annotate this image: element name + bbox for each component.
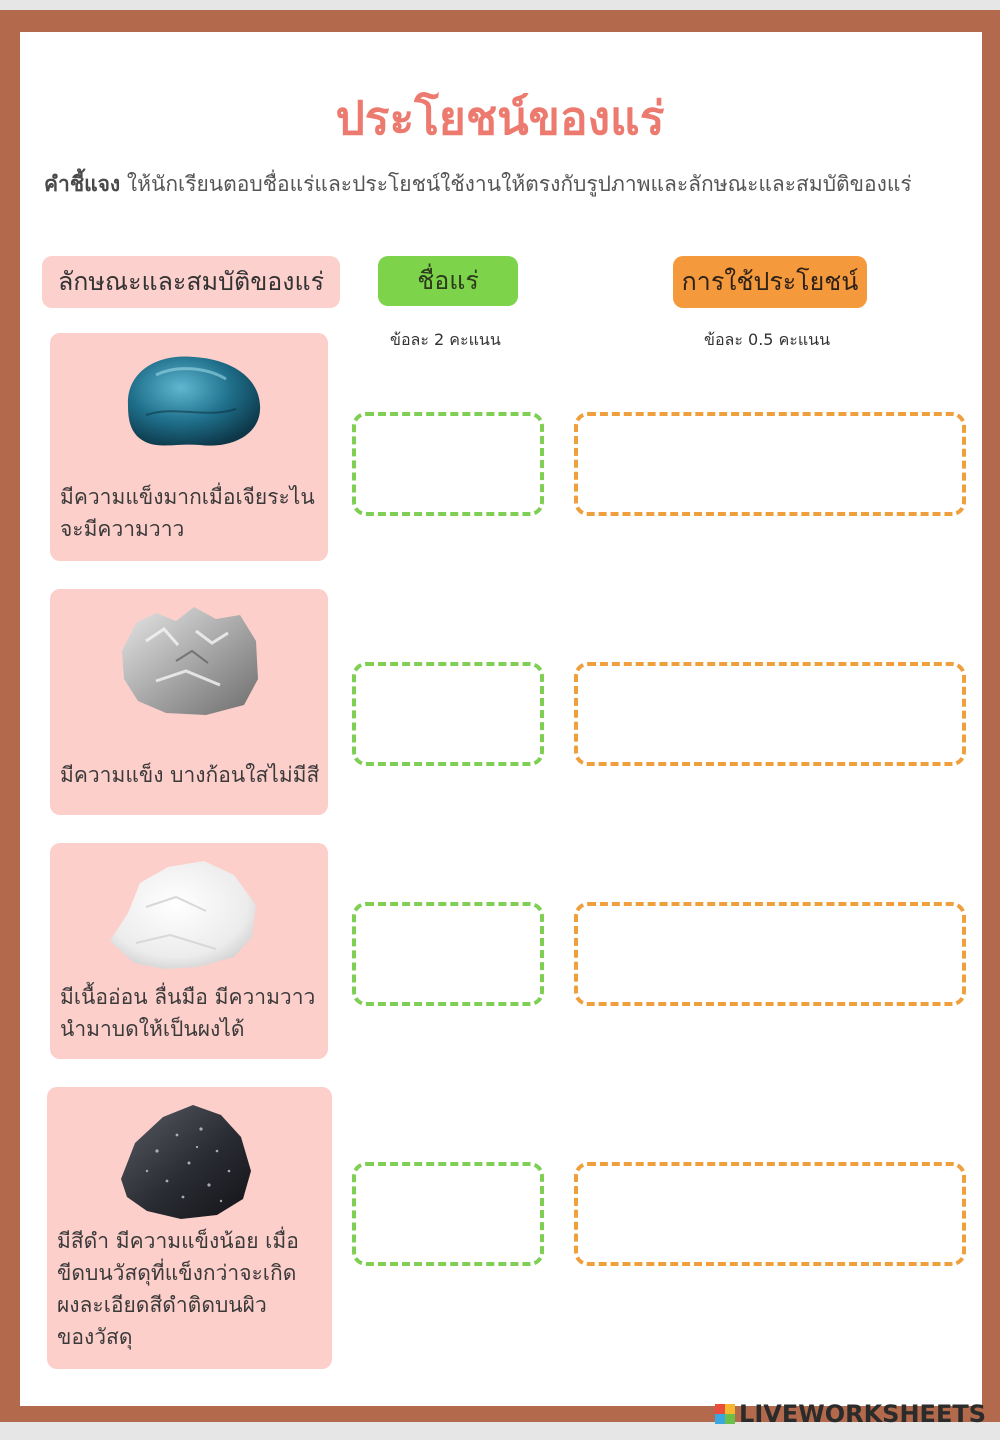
mineral-card-2	[50, 589, 328, 815]
answer-use-3[interactable]	[574, 902, 966, 1006]
header-usage: การใช้ประโยชน์	[673, 256, 867, 308]
mineral-desc-2	[60, 759, 319, 791]
liveworksheets-logo-icon	[715, 1404, 735, 1424]
desc-line: นำมาบดให้เป็นผงได้	[60, 1017, 245, 1041]
talc-rock-image	[106, 857, 262, 975]
desc-line: มีความแข็ง บางก้อนใสไม่มีสี	[60, 763, 320, 787]
mineral-desc-3	[60, 981, 315, 1045]
mineral-card-1	[50, 333, 328, 561]
mineral-card-3	[50, 843, 328, 1059]
instructions-text: ให้นักเรียนตอบชื่อแร่และประโยชน์ใช้งานให้ตรงกับรูปภาพและลักษณะและสมบัติของแร่	[120, 172, 912, 196]
desc-line: มีความแข็งมากเมื่อเจียระไน	[60, 485, 315, 509]
page-title: ประโยชน์ของแร่	[335, 91, 665, 145]
graphite-rock-image	[117, 1101, 255, 1221]
instructions	[44, 168, 912, 201]
apatite-rock-image	[116, 345, 264, 455]
answer-name-3[interactable]	[352, 902, 544, 1006]
brand-text: LIVEWORKSHEETS	[739, 1400, 986, 1428]
desc-line: ขีดบนวัสดุที่แข็งกว่าจะเกิด	[57, 1261, 297, 1285]
answer-use-2[interactable]	[574, 662, 966, 766]
answer-use-1[interactable]	[574, 412, 966, 516]
quartz-rock-image	[116, 601, 264, 721]
mineral-card-4	[47, 1087, 332, 1369]
answer-name-4[interactable]	[352, 1162, 544, 1266]
liveworksheets-brand[interactable]	[715, 1400, 986, 1428]
desc-line: มีเนื้ออ่อน ลื่นมือ มีความวาว	[60, 985, 316, 1009]
answer-name-1[interactable]	[352, 412, 544, 516]
desc-line: มีสีดำ มีความแข็งน้อย เมื่อ	[57, 1229, 299, 1253]
desc-line: จะมีความวาว	[60, 517, 185, 541]
instructions-label: คำชี้แจง	[44, 172, 121, 196]
answer-name-2[interactable]	[352, 662, 544, 766]
score-use: ข้อละ 0.5 คะแนน	[704, 330, 831, 349]
header-properties: ลักษณะและสมบัติของแร่	[42, 256, 340, 308]
score-name: ข้อละ 2 คะแนน	[390, 330, 501, 349]
header-mineral-name: ชื่อแร่	[378, 256, 518, 306]
mineral-desc-4	[57, 1225, 299, 1353]
answer-use-4[interactable]	[574, 1162, 966, 1266]
mineral-desc-1	[60, 481, 315, 545]
desc-line: ของวัสดุ	[57, 1325, 133, 1349]
desc-line: ผงละเอียดสีดำติดบนผิว	[57, 1293, 267, 1317]
